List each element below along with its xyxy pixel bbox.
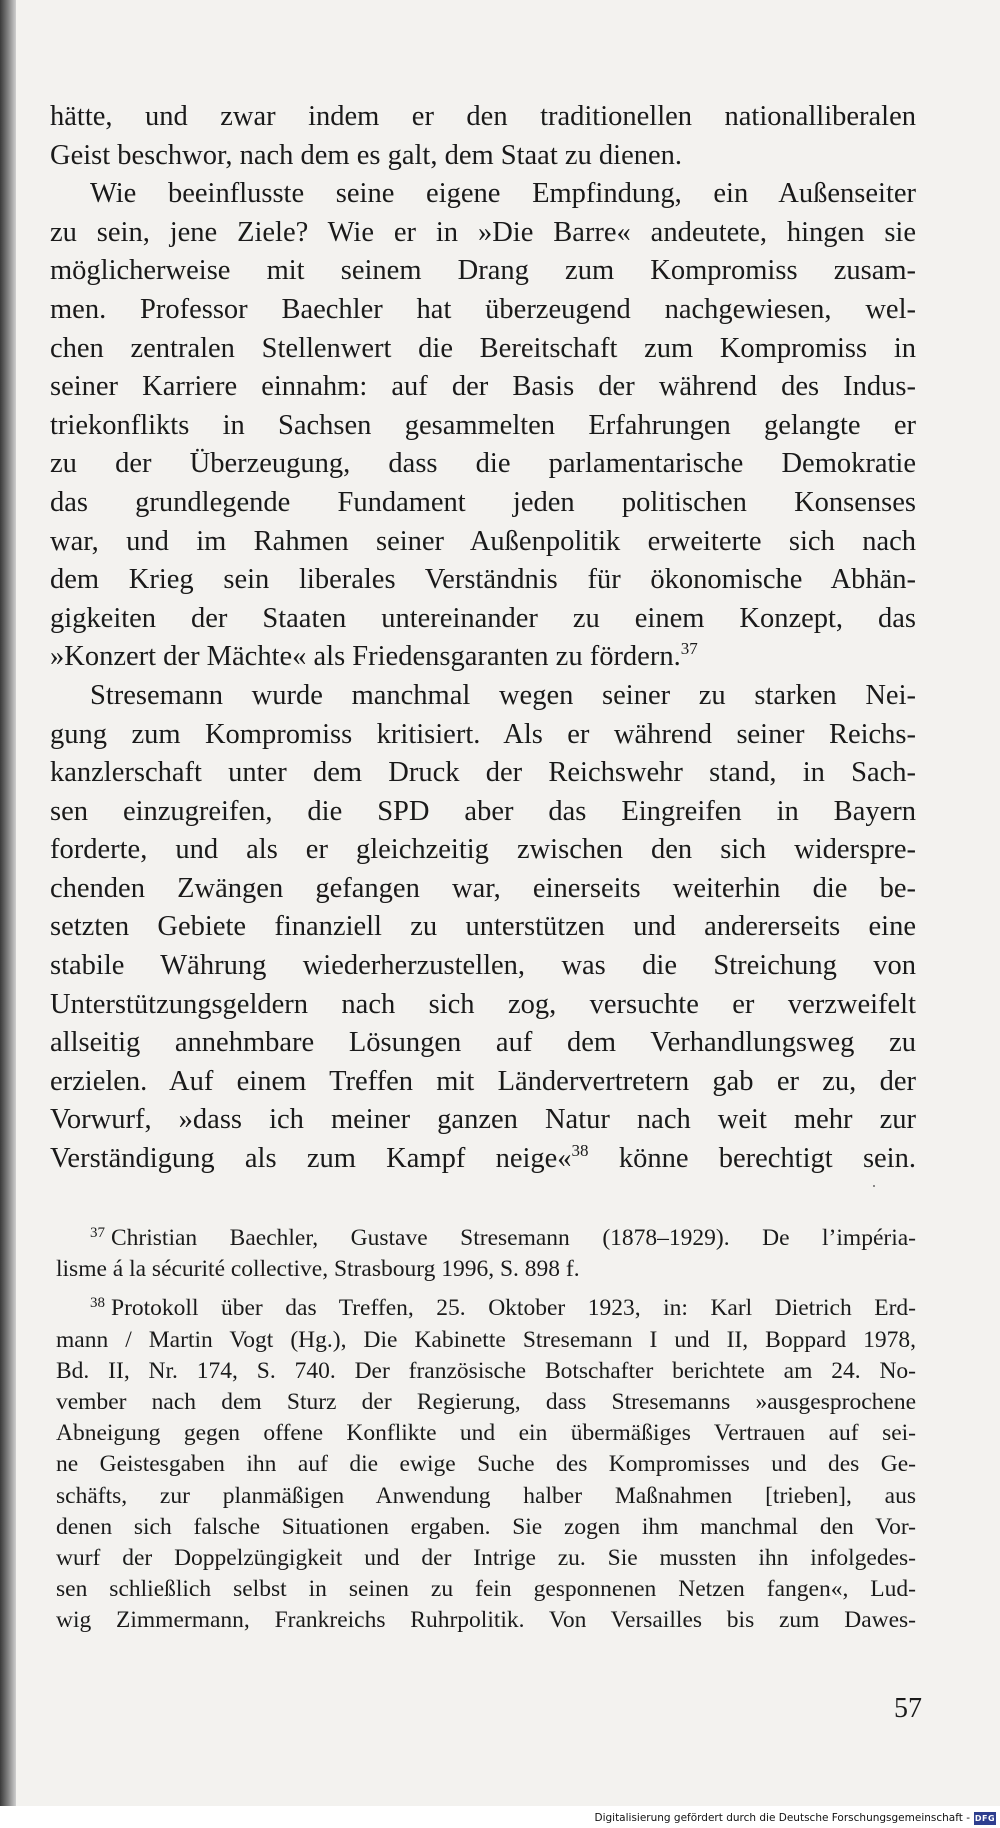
p2-last-text: »Konzert der Mächte« als Friedensgaranten zu fördern. (50, 641, 681, 673)
footnote-38-number: 38 (90, 1295, 105, 1312)
digitization-notice: Digitalisierung gefördert durch die Deutsche Forschungsgemeinschaft - (594, 1812, 970, 1824)
p2-line-12: gigkeiten der Staaten untereinander zu einem Konzept, das (50, 602, 916, 634)
p3-line-5: forderte, und als er gleichzeitig zwischen den sich widerspre- (50, 834, 916, 866)
footnote-38-line-7: schäfts, zur planmäßigen Anwendung halber Maßnahmen [trieben], aus (56, 1482, 916, 1509)
p2-line-11: dem Krieg sein liberales Verständnis für ökonomische Abhän- (50, 564, 916, 596)
p2-line-13 (50, 638, 916, 677)
p3-line-13 (50, 1140, 916, 1179)
p3-line-6: chenden Zwängen gefangen war, einerseits weiterhin die be- (50, 872, 916, 904)
digitization-footer (0, 1806, 1000, 1828)
p2-line-4: men. Professor Baechler hat überzeugend nachgewiesen, wel- (50, 293, 916, 325)
footnote-38-line-10: sen schließlich selbst in seinen zu fein gesponnenen Netzen fangen«, Lud- (56, 1576, 916, 1603)
p2-line-3: möglicherweise mit seinem Drang zum Kompromiss zusam- (50, 255, 916, 287)
footnote-38-line-8: denen sich falsche Situationen ergaben. Sie zogen ihm manchmal den Vor- (56, 1513, 916, 1540)
p2-line-10: war, und im Rahmen seiner Außenpolitik erweiterte sich nach (50, 525, 916, 557)
p2-line-5: chen zentralen Stellenwert die Bereitschaft zum Kompromiss in (50, 332, 916, 364)
p3-line-3: kanzlerschaft unter dem Druck der Reichswehr stand, in Sach- (50, 757, 916, 789)
p3-line-8: stabile Währung wiederherzustellen, was die Streichung von (50, 950, 916, 982)
footnote-38-line-6: ne Geistesgaben ihn auf die ewige Suche des Kompromisses und des Ge- (56, 1451, 916, 1478)
p2-line-9: das grundlegende Fundament jeden politischen Konsenses (50, 486, 916, 518)
p2-line-6: seiner Karriere einnahm: auf der Basis der während des Indus- (50, 371, 916, 403)
p3-line-2: gung zum Kompromiss kritisiert. Als er während seiner Reichs- (50, 718, 916, 750)
book-spine-shadow (0, 0, 16, 1828)
p2-line-1: Wie beeinflusste seine eigene Empfindung, ein Außenseiter (90, 178, 916, 210)
page-number: 57 (894, 1693, 922, 1724)
p2-line-7: triekonflikts in Sachsen gesammelten Erfahrungen gelangte er (50, 409, 916, 441)
p2-line-8: zu der Überzeugung, dass die parlamentarische Demokratie (50, 448, 916, 480)
footnote-38-line-3: Bd. II, Nr. 174, S. 740. Der französische Botschafter berichtete am 24. No- (56, 1357, 916, 1384)
p1-line-2: Geist beschwor, nach dem es galt, dem Staat zu dienen. (50, 139, 682, 171)
footnote-37-number: 37 (90, 1225, 105, 1241)
footnote-38-line-5: Abneigung gegen offene Konflikte und ein übermäßiges Vertrauen auf sei- (56, 1420, 916, 1447)
p1-line-1: hätte, und zwar indem er den traditionellen nationalliberalen (50, 101, 916, 132)
footnote-37-text-1: Christian Baechler, Gustave Stresemann (1878–1929). De l’impéria- (111, 1225, 916, 1251)
p3-line-1: Stresemann wurde manchmal wegen seiner zu starken Nei- (90, 679, 916, 711)
p3-last-text-after: könne berechtigt sein. (588, 1143, 916, 1175)
main-text (50, 98, 916, 1179)
footnote-38-text-1: Protokoll über das Treffen, 25. Oktober 1923, in: Karl Dietrich Erd- (111, 1295, 916, 1322)
p3-line-10: allseitig annehmbare Lösungen auf dem Verhandlungsweg zu (50, 1027, 916, 1059)
footnote-38-line-9: wurf der Doppelzüngigkeit und der Intrige zu. Sie mussten ihn infolgedes- (56, 1544, 916, 1571)
p3-line-11: erzielen. Auf einem Treffen mit Ländervertretern gab er zu, der (50, 1065, 916, 1097)
footnote-ref-37: 37 (680, 639, 698, 659)
p3-line-4: sen einzugreifen, die SPD aber das Eingreifen in Bayern (50, 795, 916, 827)
p3-line-7: setzten Gebiete finanziell zu unterstützen und andererseits eine (50, 911, 916, 943)
footnote-38-line-4: vember nach dem Sturz der Regierung, dass Stresemanns »ausgesprochene (56, 1388, 916, 1415)
footnotes (56, 1223, 916, 1636)
dfg-logo-icon: DFG (974, 1814, 996, 1823)
p2-line-2: zu sein, jene Ziele? Wie er in »Die Barre« andeutete, hingen sie (50, 216, 916, 248)
footnote-38-line-2: mann / Martin Vogt (Hg.), Die Kabinette Stresemann I und II, Boppard 1978, (56, 1326, 916, 1353)
scan-mark (873, 1185, 875, 1187)
p3-line-12: Vorwurf, »dass ich meiner ganzen Natur nach weit mehr zur (50, 1104, 916, 1136)
footnote-38-line-11: wig Zimmermann, Frankreichs Ruhrpolitik. Von Versailles bis zum Dawes- (56, 1607, 916, 1634)
footnote-38-line-1 (56, 1293, 916, 1324)
p3-line-9: Unterstützungsgeldern nach sich zog, versuchte er verzweifelt (50, 988, 916, 1020)
footnote-37-line-2: lisme á la sécurité collective, Strasbourg 1996, S. 898 f. (56, 1256, 580, 1283)
footnote-ref-38: 38 (571, 1141, 589, 1161)
p3-last-text-before: Verständigung als zum Kampf neige« (50, 1143, 572, 1175)
footnote-37-line-1 (56, 1223, 916, 1254)
